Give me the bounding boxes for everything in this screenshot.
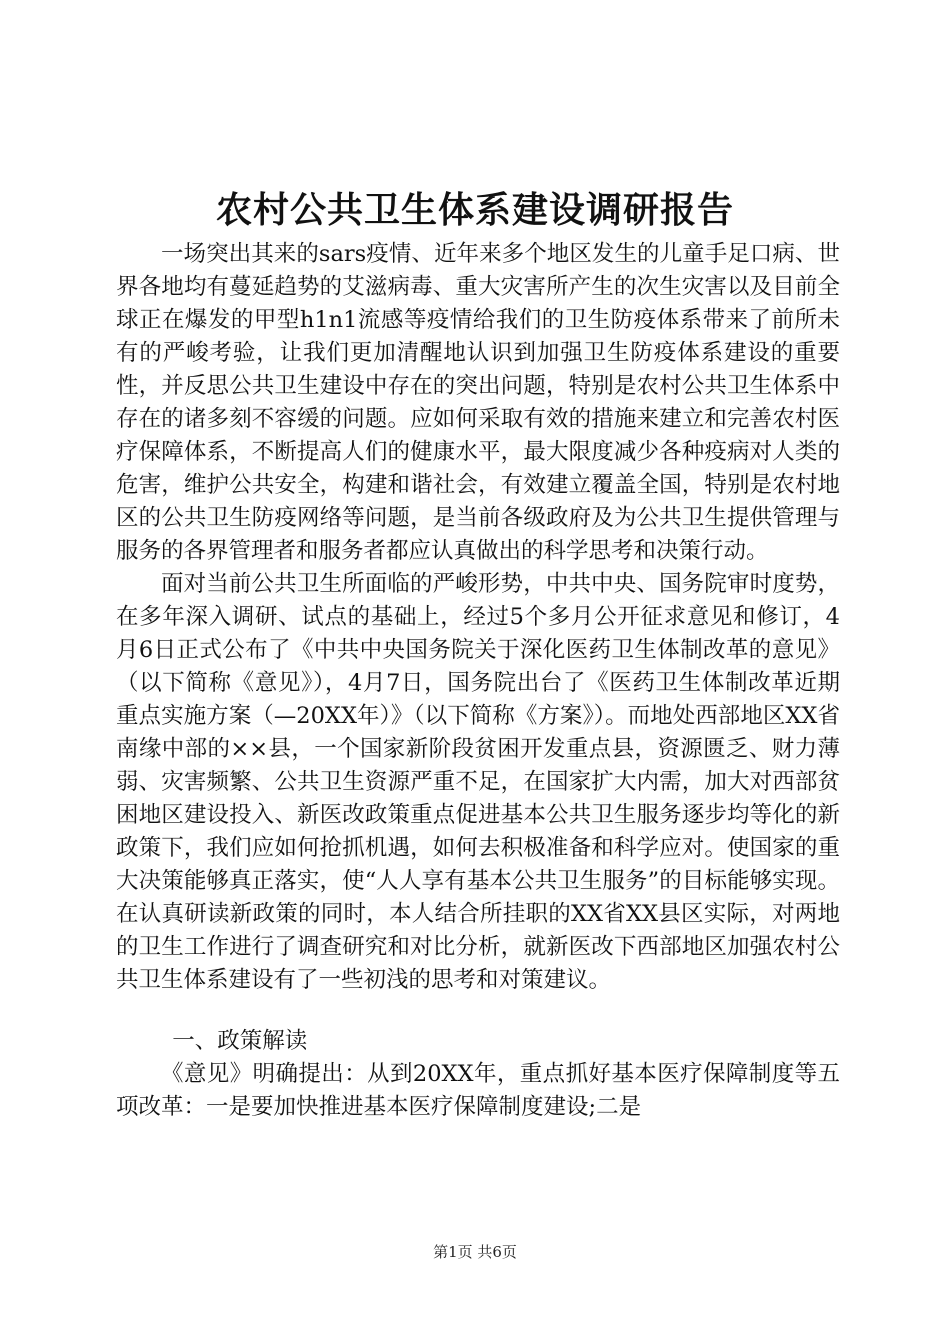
body-paragraph-2: 面对当前公共卫生所面临的严峻形势，中共中央、国务院审时度势，在多年深入调研、试点的基础上，经过5个多月公开征求意见和修订，4月6日正式公布了《中共中央国务院关于深化医药卫生体制改革的意见》（以下简称《意见》），4月7日，国务院出台了《医药卫生体制改革近期重点实施方案（—20XX年）》（以下简称《方案》）。而地处西部地区XX省南缘中部的××县，一个国家新阶段贫困开发重点县，资源匮乏、财力薄弱、灾害频繁、公共卫生资源严重不足，在国家扩大内需，加大对西部贫困地区建设投入、新医改政策重点促进基本公共卫生服务逐步均等化的新政策下，我们应如何抢抓机遇，如何去积极准备和科学应对。使国家的重大决策能够真正落实，使“人人享有基本公共卫生服务”的目标能够实现。在认真研读新政策的同时，本人结合所挂职的XX省XX县区实际，对两地的卫生工作进行了调查研究和对比分析，就新医改下西部地区加强农村公共卫生体系建设有了一些初浅的思考和对策建议。 (116, 571, 840, 993)
document-title: 农村公共卫生体系建设调研报告 (215, 189, 734, 231)
document-body (116, 238, 840, 1124)
page-footer: 第1页 共6页 (433, 1243, 517, 1261)
section-paragraph-1: 《意见》明确提出：从到20XX年，重点抓好基本医疗保障制度等五项改革：一是要加快推进基本医疗保障制度建设;二是 (116, 1061, 840, 1120)
body-paragraph-1: 一场突出其来的sars疫情、近年来多个地区发生的儿童手足口病、世界各地均有蔓延趋势的艾滋病毒、重大灾害所产生的次生灾害以及目前全球正在爆发的甲型h1n1流感等疫情给我们的卫生防疫体系带来了前所未有的严峻考验，让我们更加清醒地认识到加强卫生防疫体系建设的重要性，并反思公共卫生建设中存在的突出问题，特别是农村公共卫生体系中存在的诸多刻不容缓的问题。应如何采取有效的措施来建立和完善农村医疗保障体系，不断提高人们的健康水平，最大限度减少各种疫病对人类的危害，维护公共安全，构建和谐社会，有效建立覆盖全国，特别是农村地区的公共卫生防疫网络等问题，是当前各级政府及为公共卫生提供管理与服务的各界管理者和服务者都应认真做出的科学思考和决策行动。 (116, 241, 840, 564)
section-heading-policy: 一、政策解读 (172, 1028, 308, 1054)
